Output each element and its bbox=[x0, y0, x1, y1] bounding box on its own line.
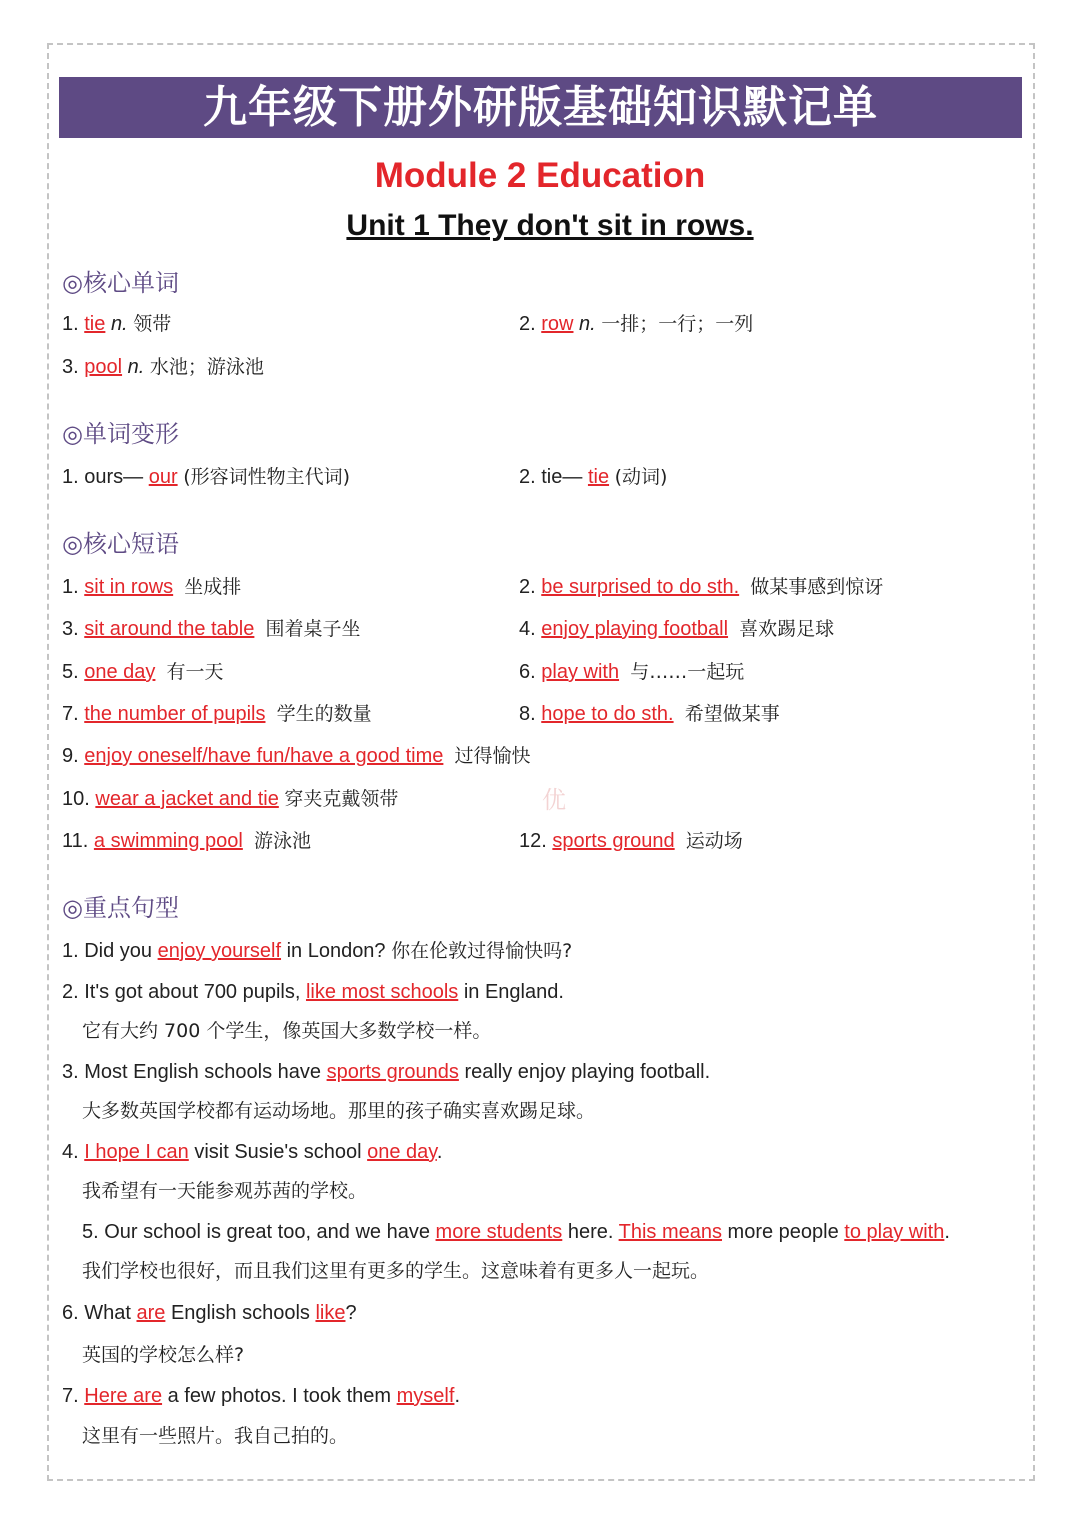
unit-title: Unit 1 They don't sit in rows. bbox=[346, 209, 754, 242]
phrase-item: 1. sit in rows 坐成排 bbox=[62, 576, 242, 598]
sentence-en: 7. Here are a few photos. I took them myself. bbox=[62, 1385, 460, 1407]
phrase-item: 8. hope to do sth. 希望做某事 bbox=[519, 703, 780, 725]
section-heading-sentences: ◎重点句型 bbox=[62, 894, 179, 922]
phrase-item: 3. sit around the table 围着桌子坐 bbox=[62, 618, 361, 640]
phrase-item: 2. be surprised to do sth. 做某事感到惊讶 bbox=[519, 576, 884, 598]
phrase-item: 10. wear a jacket and tie 穿夹克戴领带 bbox=[62, 788, 399, 810]
phrase-item: 11. a swimming pool 游泳池 bbox=[62, 830, 311, 852]
form-item: 1. ours— our (形容词性物主代词) bbox=[62, 466, 351, 488]
watermark: 优 bbox=[542, 786, 566, 814]
sentence-en: 4. I hope I can visit Susie's school one day. bbox=[62, 1141, 443, 1163]
vocab-item: 1. tie n. 领带 bbox=[62, 313, 172, 335]
module-title: Module 2 Education bbox=[374, 156, 706, 195]
section-heading-phrases: ◎核心短语 bbox=[62, 530, 179, 558]
sentence-cn: 这里有一些照片。我自己拍的。 bbox=[82, 1425, 349, 1447]
sentence-en: 2. It's got about 700 pupils, like most schools in England. bbox=[62, 981, 564, 1003]
phrase-item: 5. one day 有一天 bbox=[62, 661, 224, 683]
sentence-en: 5. Our school is great too, and we have more students here. This means more people to play with. bbox=[82, 1221, 950, 1243]
phrase-item: 12. sports ground 运动场 bbox=[519, 830, 743, 852]
form-item: 2. tie— tie (动词) bbox=[519, 466, 668, 488]
sentence-cn: 我希望有一天能参观苏茜的学校。 bbox=[82, 1180, 368, 1202]
sentence-en: 6. What are English schools like? bbox=[62, 1302, 357, 1324]
sentence-cn: 英国的学校怎么样? bbox=[82, 1344, 245, 1366]
page-title: 九年级下册外研版基础知识默记单 bbox=[59, 77, 1022, 138]
sentence-en: 1. Did you enjoy yourself in London? 你在伦敦过得愉快吗? bbox=[62, 940, 573, 962]
phrase-item: 6. play with 与……一起玩 bbox=[519, 661, 745, 683]
section-heading-forms: ◎单词变形 bbox=[62, 420, 179, 448]
phrase-item: 4. enjoy playing football 喜欢踢足球 bbox=[519, 618, 835, 640]
section-heading-vocab: ◎核心单词 bbox=[62, 269, 179, 297]
phrase-item: 7. the number of pupils 学生的数量 bbox=[62, 703, 372, 725]
sentence-en: 3. Most English schools have sports grounds really enjoy playing football. bbox=[62, 1061, 711, 1083]
vocab-item: 2. row n. 一排；一行；一列 bbox=[519, 313, 754, 335]
sentence-cn: 大多数英国学校都有运动场地。那里的孩子确实喜欢踢足球。 bbox=[82, 1100, 596, 1122]
sentence-cn: 它有大约 700 个学生，像英国大多数学校一样。 bbox=[82, 1020, 492, 1042]
vocab-item: 3. pool n. 水池；游泳池 bbox=[62, 356, 264, 378]
sentence-cn: 我们学校也很好，而且我们这里有更多的学生。这意味着有更多人一起玩。 bbox=[82, 1260, 710, 1282]
phrase-item: 9. enjoy oneself/have fun/have a good time 过得愉快 bbox=[62, 745, 531, 767]
